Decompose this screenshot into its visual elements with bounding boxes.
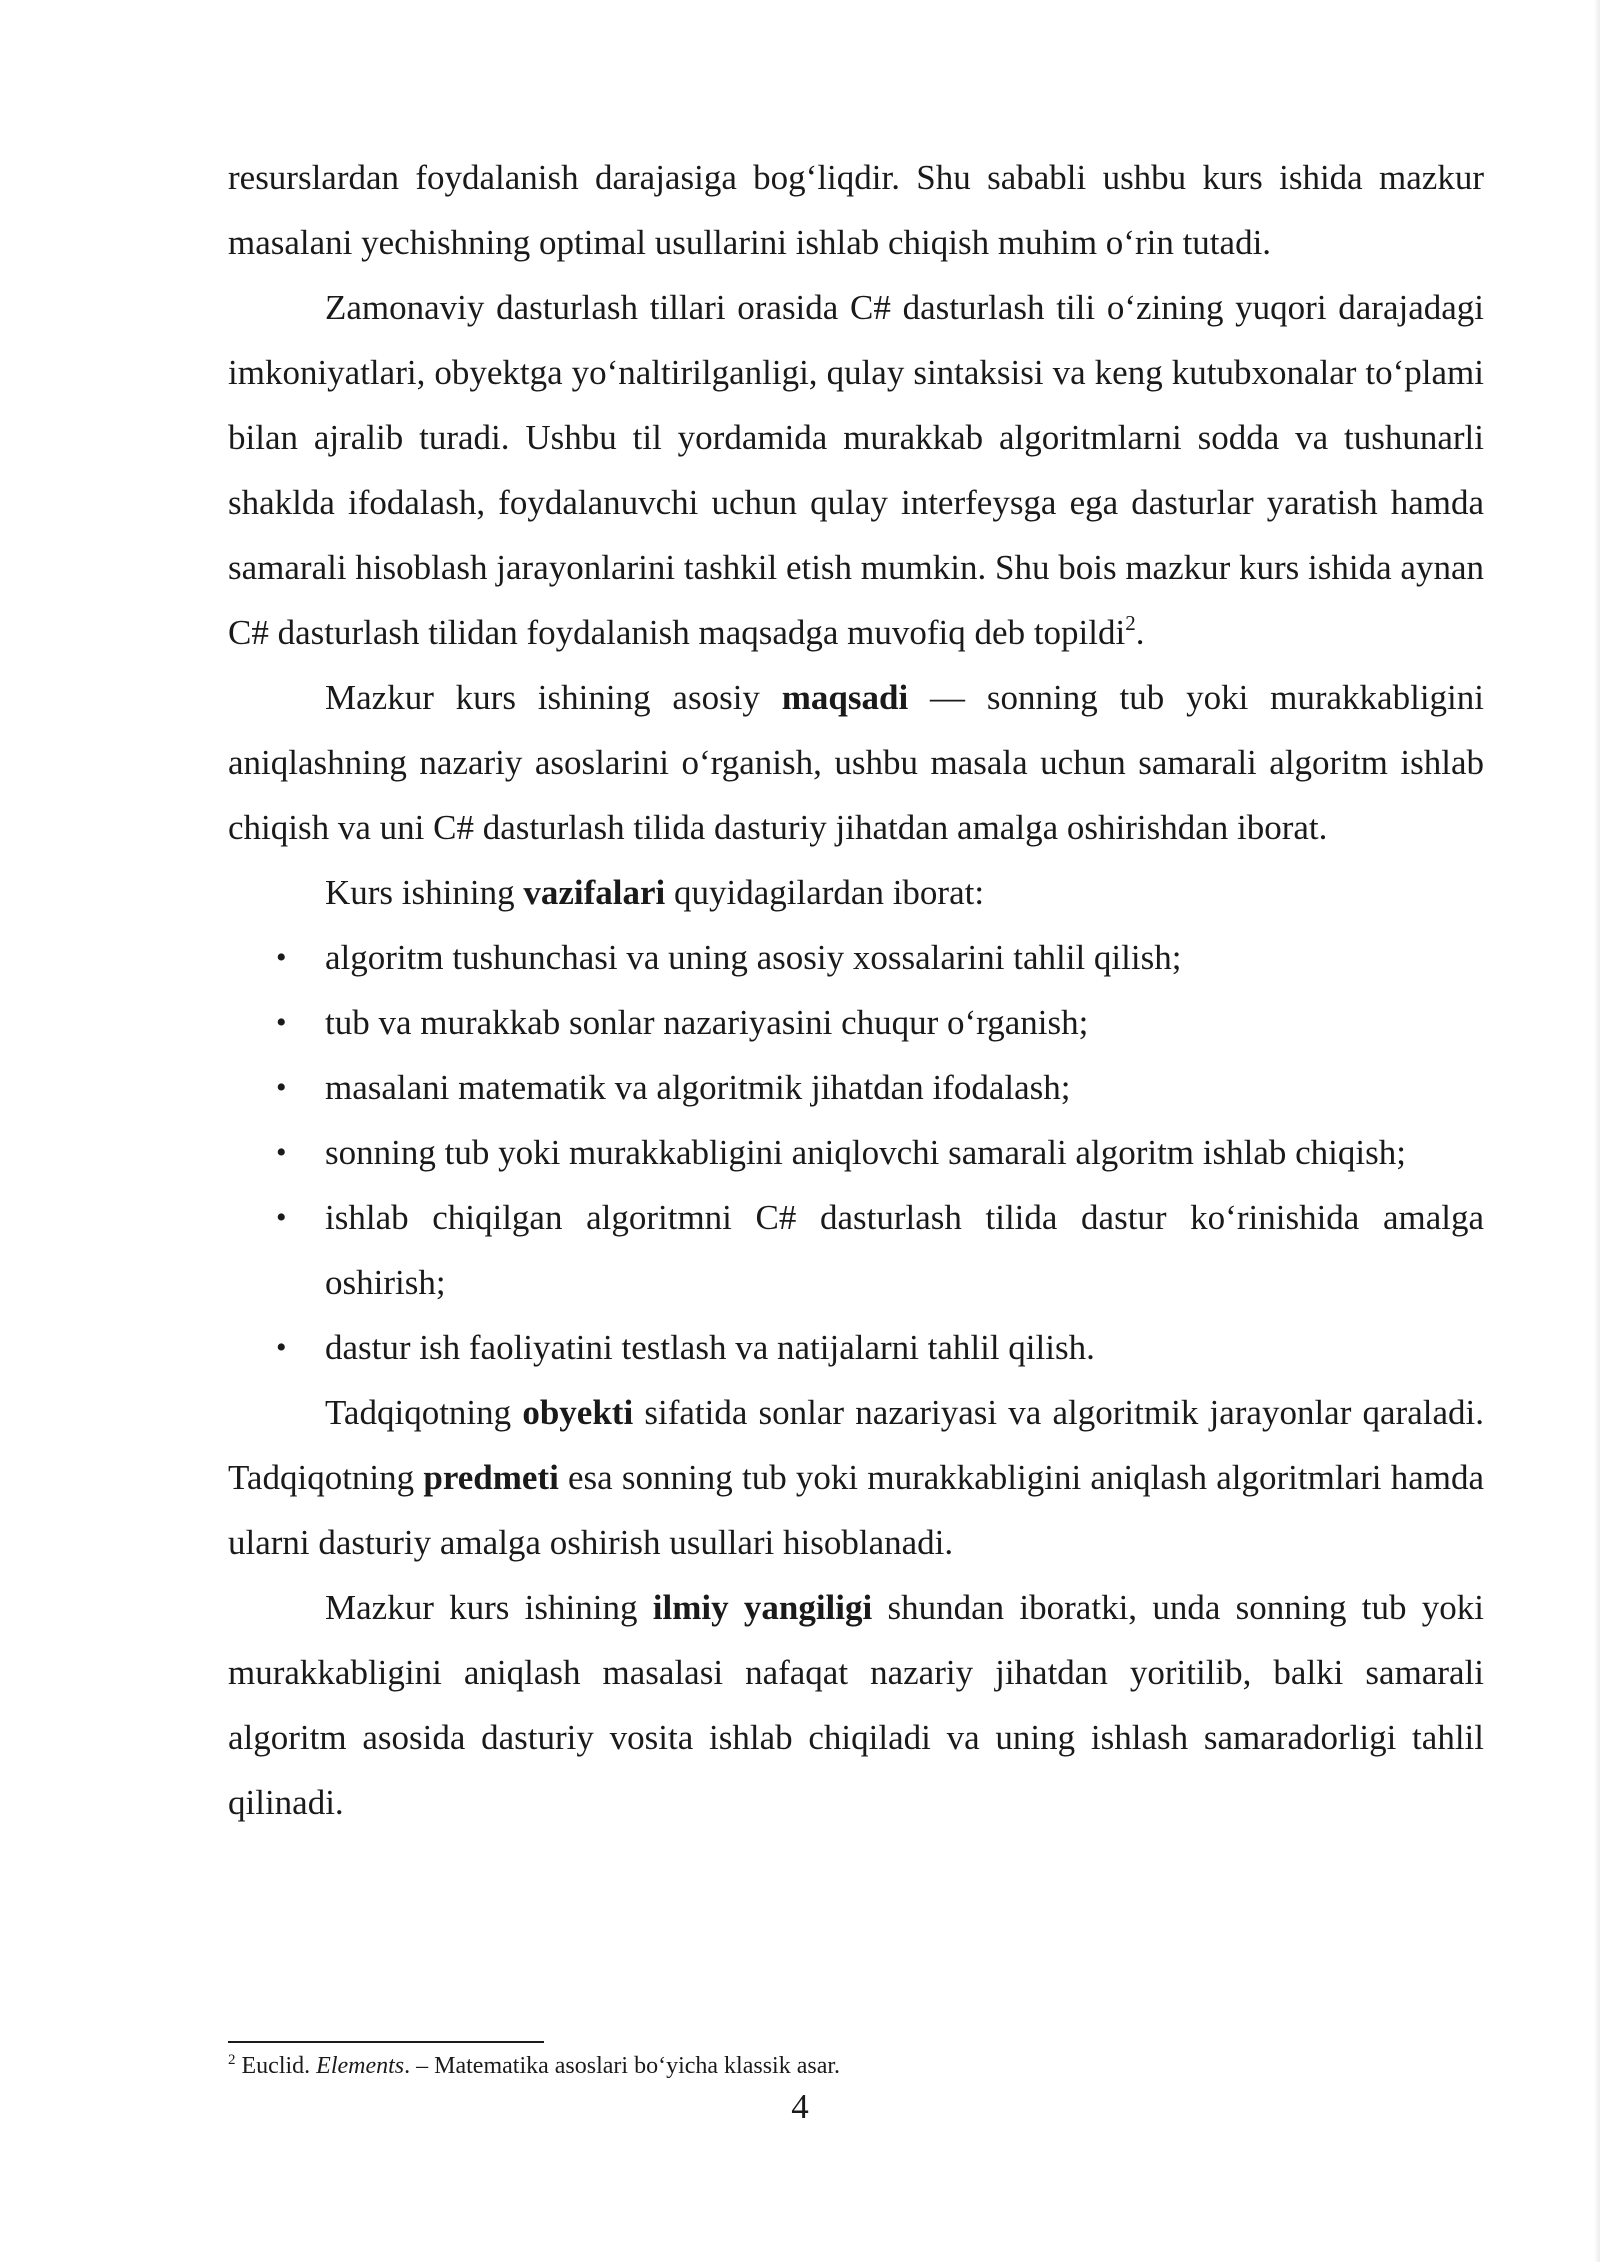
paragraph-continuation: resurslardan foydalanish darajasiga bog‘liqdir. Shu sababli ushbu kurs ishida mazkur masalani yechishning optimal usullarini ishlab chiqish muhim o‘rin tutadi. bbox=[228, 158, 1484, 262]
paragraph-csharp-text: Zamonaviy dasturlash tillari orasida C# dasturlash tili o‘zining yuqori darajadagi imkoniyatlari, obyektga yo‘naltirilganligi, qulay sintaksisi va keng kutubxonalar to‘plami bilan ajralib turadi. Ushbu til yordamida murakkab algoritmlarni sodda va tushunarli shaklda ifodalash, foydalanuvchi uchun qulay interfeysga ega dasturlar yaratish hamda samarali hisoblash jarayonlarini tashkil etish mumkin. Shu bois mazkur kurs ishida aynan C# dasturlash tilidan foydalanish maqsadga muvofiq deb topildi bbox=[228, 288, 1484, 652]
paragraph-goal-pre: Mazkur kurs ishining asosiy bbox=[325, 678, 782, 717]
footnote-description: . – Matematika asoslari bo‘yicha klassik asar. bbox=[404, 2053, 841, 2079]
novelty-keyword: ilmiy yangiligi bbox=[652, 1588, 873, 1627]
paragraph-novelty bbox=[228, 1575, 1484, 1835]
bullet-icon: • bbox=[276, 1331, 287, 1364]
subject-post: esa sonning tub yoki murakkabligini aniqlash algoritmlari hamda ularni dasturiy amalga oshirish usullari hisoblanadi. bbox=[228, 1458, 1484, 1562]
list-item bbox=[228, 1120, 1484, 1185]
bullet-icon: • bbox=[276, 1201, 287, 1234]
document-page-body bbox=[228, 145, 1484, 1835]
paragraph-tasks-intro bbox=[228, 860, 1484, 925]
bullet-icon: • bbox=[276, 1006, 287, 1039]
list-item bbox=[228, 925, 1484, 990]
paragraph-csharp-end: . bbox=[1135, 613, 1145, 652]
bullet-icon: • bbox=[276, 1136, 287, 1169]
object-mid: sifatida sonlar nazariyasi va algoritmik jarayonlar qaraladi. Tadqiqotning bbox=[228, 1393, 1484, 1497]
tasks-list bbox=[228, 925, 1484, 1380]
footnote-reference[interactable]: 2 bbox=[1125, 611, 1136, 635]
paragraph-csharp-choice bbox=[228, 275, 1484, 665]
paragraph-object-subject bbox=[228, 1380, 1484, 1575]
novelty-pre: Mazkur kurs ishining bbox=[325, 1588, 653, 1627]
goal-keyword: maqsadi bbox=[781, 678, 909, 717]
footnote bbox=[228, 2049, 1484, 2083]
tasks-intro-post: quyidagilardan iborat: bbox=[665, 873, 985, 912]
novelty-post: shundan iboratki, unda sonning tub yoki murakkabligini aniqlash masalasi nafaqat nazariy jihatdan yoritilib, balki samarali algoritm asosida dasturiy vosita ishlab chiqiladi va uning ishlash samaradorligi tahlil qilinadi. bbox=[228, 1588, 1484, 1822]
page-edge-shadow bbox=[1594, 0, 1600, 2262]
list-item-text: algoritm tushunchasi va uning asosiy xossalarini tahlil qilish; bbox=[325, 938, 1182, 977]
list-item bbox=[228, 990, 1484, 1055]
list-item-text: dastur ish faoliyatini testlash va natijalarni tahlil qilish. bbox=[325, 1328, 1095, 1367]
list-item bbox=[228, 1055, 1484, 1120]
object-keyword: obyekti bbox=[522, 1393, 634, 1432]
list-item bbox=[228, 1185, 1484, 1315]
paragraph-goal-post: — sonning tub yoki murakkabligini aniqlashning nazariy asoslarini o‘rganish, ushbu masala uchun samarali algoritm ishlab chiqish va uni C# dasturlash tilida dasturiy jihatdan amalga oshirishdan iborat. bbox=[228, 678, 1484, 847]
footnote-number: 2 bbox=[228, 2052, 236, 2068]
tasks-keyword: vazifalari bbox=[523, 873, 666, 912]
object-pre: Tadqiqotning bbox=[325, 1393, 523, 1432]
bullet-icon: • bbox=[276, 941, 287, 974]
paragraph-goal bbox=[228, 665, 1484, 860]
list-item-text: sonning tub yoki murakkabligini aniqlovchi samarali algoritm ishlab chiqish; bbox=[325, 1133, 1406, 1172]
subject-keyword: predmeti bbox=[423, 1458, 559, 1497]
page-number: 4 bbox=[791, 2087, 809, 2126]
tasks-intro-pre: Kurs ishining bbox=[325, 873, 524, 912]
footnote-author: Euclid. bbox=[235, 2053, 317, 2079]
list-item-text: masalani matematik va algoritmik jihatdan ifodalash; bbox=[325, 1068, 1071, 1107]
footnote-title: Elements bbox=[316, 2053, 405, 2079]
footnote-separator bbox=[228, 2041, 544, 2043]
list-item-text: tub va murakkab sonlar nazariyasini chuqur o‘rganish; bbox=[325, 1003, 1089, 1042]
bullet-icon: • bbox=[276, 1071, 287, 1104]
list-item-text: ishlab chiqilgan algoritmni C# dasturlash tilida dastur ko‘rinishida amalga oshirish; bbox=[325, 1198, 1484, 1302]
list-item bbox=[228, 1315, 1484, 1380]
